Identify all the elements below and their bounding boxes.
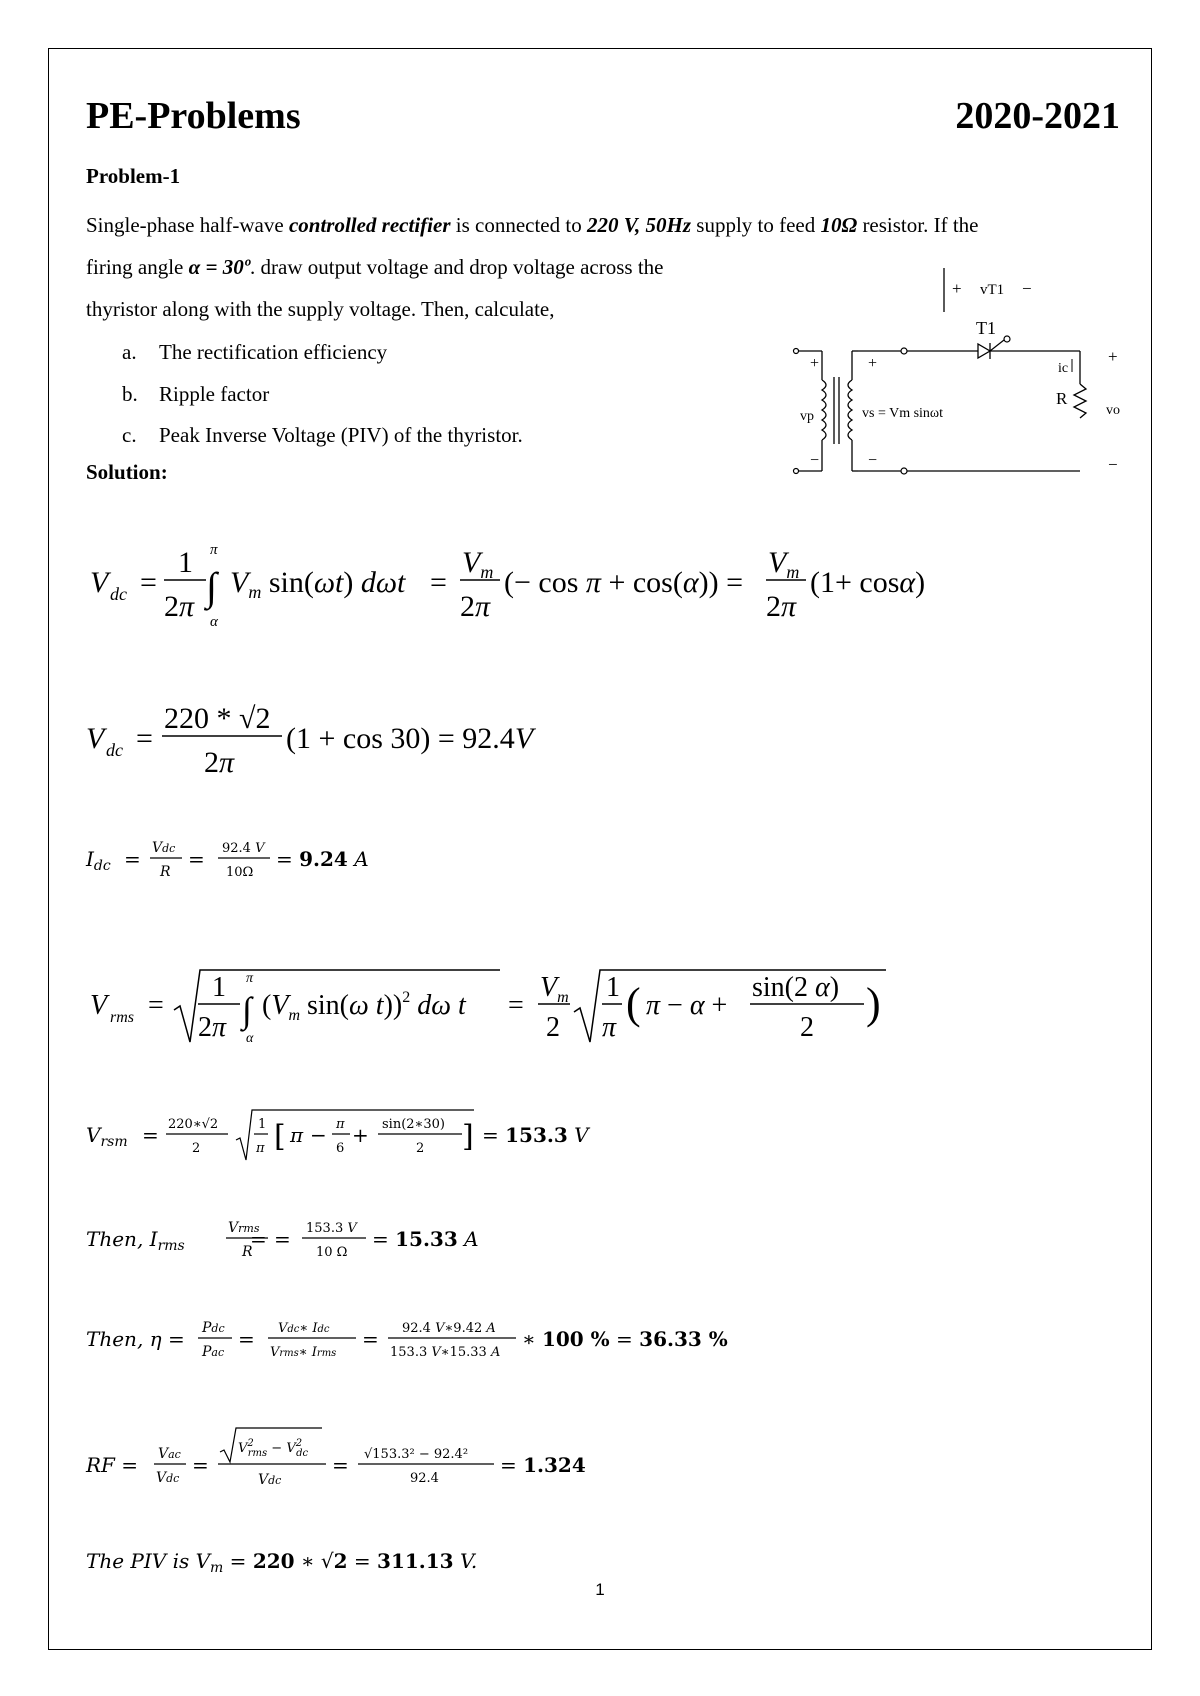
svg-text:=: = [140, 566, 157, 599]
svg-text:Vdc: Vdc [152, 840, 176, 856]
svg-text:2π: 2π [164, 590, 195, 623]
secondary-minus: − [868, 452, 878, 469]
svg-text:(1+ cosα): (1+ cosα) [810, 566, 926, 599]
svg-text:[: [ [274, 1119, 286, 1154]
svg-text:∗ 100 % = 36.33 %: ∗ 100 % = 36.33 % [522, 1327, 728, 1351]
svg-text:Idc: $I_{dc}$ [86, 847, 111, 874]
svg-text:6: 6 [336, 1141, 345, 1156]
equation-vdc-general [90, 542, 925, 630]
secondary-plus: + [868, 355, 878, 372]
svg-text:10 Ω: 10 Ω [316, 1245, 348, 1260]
resistor-label: R [1056, 389, 1068, 408]
output-voltage-label: vo [1106, 403, 1120, 418]
svg-text:Then, η =: Then, η = [86, 1327, 185, 1351]
svg-text:2π: 2π [204, 746, 235, 779]
svg-text:=: = [148, 990, 164, 1021]
svg-text:=: = [332, 1453, 349, 1477]
svg-text:153.3 V: 153.3 V [306, 1221, 357, 1236]
svg-text:π: π [290, 1123, 304, 1147]
current-label: ic [1058, 361, 1069, 376]
svg-text:=: = [274, 1227, 291, 1251]
svg-text:2π: 2π [198, 1012, 227, 1043]
svg-text:∫: ∫ [242, 990, 252, 1030]
svg-text:dc: dc [106, 740, 123, 760]
equation-idc [85, 840, 369, 880]
academic-year: 2020-2021 [955, 95, 1120, 137]
svg-text:Vdc: Vdc [156, 1470, 180, 1486]
output-minus: − [1108, 455, 1118, 474]
svg-text:π: π [246, 971, 254, 986]
svg-text:π: π [210, 542, 218, 558]
svg-text:dc: dc [110, 584, 127, 604]
svg-text:sin(2 α): sin(2 α) [752, 972, 840, 1003]
svg-text:92.4 V∗9.42 A: 92.4 V∗9.42 A [402, 1321, 496, 1336]
solution-label: Solution: [86, 460, 168, 484]
svg-text:V: V [86, 722, 105, 755]
svg-text:1: 1 [258, 1117, 267, 1132]
vt1-minus: − [1022, 279, 1032, 298]
svg-text:=: = [188, 847, 205, 871]
svg-text:√153.3² − 92.4²: √153.3² − 92.4² [364, 1447, 469, 1462]
svg-text:Vm: $V_m$ [462, 546, 494, 582]
equation-irms [86, 1220, 479, 1260]
svg-text:R: R [242, 1244, 253, 1260]
svg-text:Pdc: Pdc [202, 1320, 225, 1336]
svg-text:∫: ∫ [206, 564, 217, 609]
svg-text:=: = [508, 990, 524, 1021]
secondary-voltage-label: vs = Vm sinωt [862, 406, 944, 421]
svg-text:= 1.324: = 1.324 [500, 1453, 586, 1477]
svg-text:220 * √2: 220 * √2 [164, 702, 271, 735]
list-item: a. The rectification efficiency [122, 340, 388, 364]
svg-text:RF =: RF = [86, 1453, 139, 1477]
vt1-plus: + [952, 279, 962, 298]
svg-text:α: α [210, 614, 218, 630]
svg-text:Then, Irms: Then, $I_{rms}$ [86, 1227, 185, 1254]
equation-vrms-general [90, 970, 886, 1046]
svg-text:1: 1 [212, 972, 226, 1003]
svg-text:220∗√2: 220∗√2 [168, 1117, 219, 1132]
svg-text:92.4 V: 92.4 V [222, 841, 265, 856]
svg-text:Vac: Vac [158, 1446, 181, 1462]
svg-text:=: = [250, 1227, 267, 1251]
svg-text:π: π [602, 1012, 617, 1043]
svg-text:Vrms∗ Irms: Vrms∗ Irms [270, 1345, 337, 1360]
equation-vrsm-value [86, 1110, 591, 1160]
svg-text:): ) [866, 979, 881, 1028]
svg-text:V: V [90, 990, 108, 1021]
svg-text:α: α [246, 1031, 254, 1046]
equation-piv [86, 1549, 477, 1576]
svg-text:(− cos π + cos(α)) =: (− cos π + cos(α)) = [504, 566, 743, 599]
list-item: b. Ripple factor [122, 381, 270, 406]
svg-text:+: + [352, 1123, 369, 1147]
list-item: c. Peak Inverse Voltage (PIV) of the thyristor. [122, 423, 523, 447]
svg-text:Vdc: Vdc [258, 1472, 282, 1488]
svg-text:= 153.3 V: = 153.3 V [482, 1123, 589, 1147]
equation-efficiency [86, 1320, 728, 1360]
svg-text:(: ( [626, 979, 641, 1028]
svg-text:Vm: $V_m$ [540, 972, 569, 1006]
svg-text:(1 + cos 30) = 92.4V: (1 + cos 30) = 92.4V [286, 722, 534, 755]
primary-minus: − [810, 452, 820, 469]
svg-text:1: 1 [606, 972, 620, 1003]
equation-vdc-value [86, 702, 537, 779]
svg-text:R: R [160, 864, 171, 880]
svg-text:π: π [256, 1141, 265, 1156]
svg-text:2π: 2π [460, 590, 491, 623]
svg-text:Vm sin(ωt) dωt: $V_m$ sin(ωt) dωt [230, 566, 406, 602]
output-plus: + [1108, 347, 1118, 366]
svg-text:]: ] [462, 1119, 474, 1154]
primary-voltage-label: vp [800, 409, 814, 424]
svg-text:Vdc∗ Idc: Vdc∗ Idc [278, 1321, 330, 1336]
svg-text:(Vm sin(ω t))2 dω t: ($V_m$ sin(ω t))$^2$ dω t [262, 989, 466, 1024]
svg-text:π: π [336, 1117, 345, 1132]
equation-ripple-factor [85, 1428, 586, 1488]
svg-text:=: = [192, 1453, 209, 1477]
problem-statement: Single-phase half-wave controlled rectifier is connected to 220 V, 50Hz supply to feed 10Ω resistor. If the firing angle α = 30º. draw output voltage and drop voltage across the thyristor along with the supply voltage. Then, calculate, [86, 213, 979, 321]
svg-text:=: = [142, 1123, 159, 1147]
svg-text:2: 2 [546, 1012, 560, 1043]
svg-text:=: = [430, 566, 447, 599]
svg-text:Vm: $V_m$ [768, 546, 800, 582]
svg-text:=: = [124, 847, 141, 871]
svg-text:153.3 V∗15.33 A: 153.3 V∗15.33 A [390, 1345, 501, 1360]
svg-text:=: = [362, 1327, 379, 1351]
svg-text:2: 2 [416, 1141, 425, 1156]
svg-text:92.4: 92.4 [410, 1471, 439, 1486]
svg-text:=: = [238, 1327, 255, 1351]
svg-text:2: 2 [800, 1012, 814, 1043]
svg-text:= 9.24 A: = 9.24 A [276, 847, 369, 871]
primary-plus: + [810, 355, 820, 372]
svg-text:π − α +: π − α + [646, 990, 728, 1021]
svg-text:=: = [136, 722, 153, 755]
svg-text:Vrms: Vrms [228, 1220, 260, 1236]
page-title: PE-Problems [86, 95, 301, 137]
svg-text:10Ω: 10Ω [226, 865, 254, 880]
svg-text:V: V [90, 566, 109, 599]
svg-text:Pac: Pac [202, 1344, 225, 1360]
problem-heading: Problem-1 [86, 164, 181, 188]
svg-text:sin(2∗30): sin(2∗30) [382, 1117, 445, 1132]
page-number: 1 [595, 1580, 605, 1599]
svg-text:Vrsm: $V_{rsm}$ [86, 1123, 128, 1150]
svg-text:V2rms − V2dc: $V^2$ rms − $V^2$ dc [238, 1438, 309, 1459]
thyristor-label: T1 [976, 318, 996, 338]
svg-text:= 15.33 A: = 15.33 A [372, 1227, 479, 1251]
svg-text:−: − [310, 1123, 327, 1147]
svg-text:The PIV is Vm = 220 ∗ √2 = 311: The PIV is $V_m = 220$ ∗ √2 = 311.13 V. [86, 1549, 478, 1576]
svg-text:1: 1 [178, 546, 193, 579]
svg-text:2: 2 [192, 1141, 201, 1156]
svg-text:2π: 2π [766, 590, 797, 623]
svg-text:rms: rms [110, 1009, 135, 1026]
vt1-label: vT1 [980, 282, 1005, 298]
